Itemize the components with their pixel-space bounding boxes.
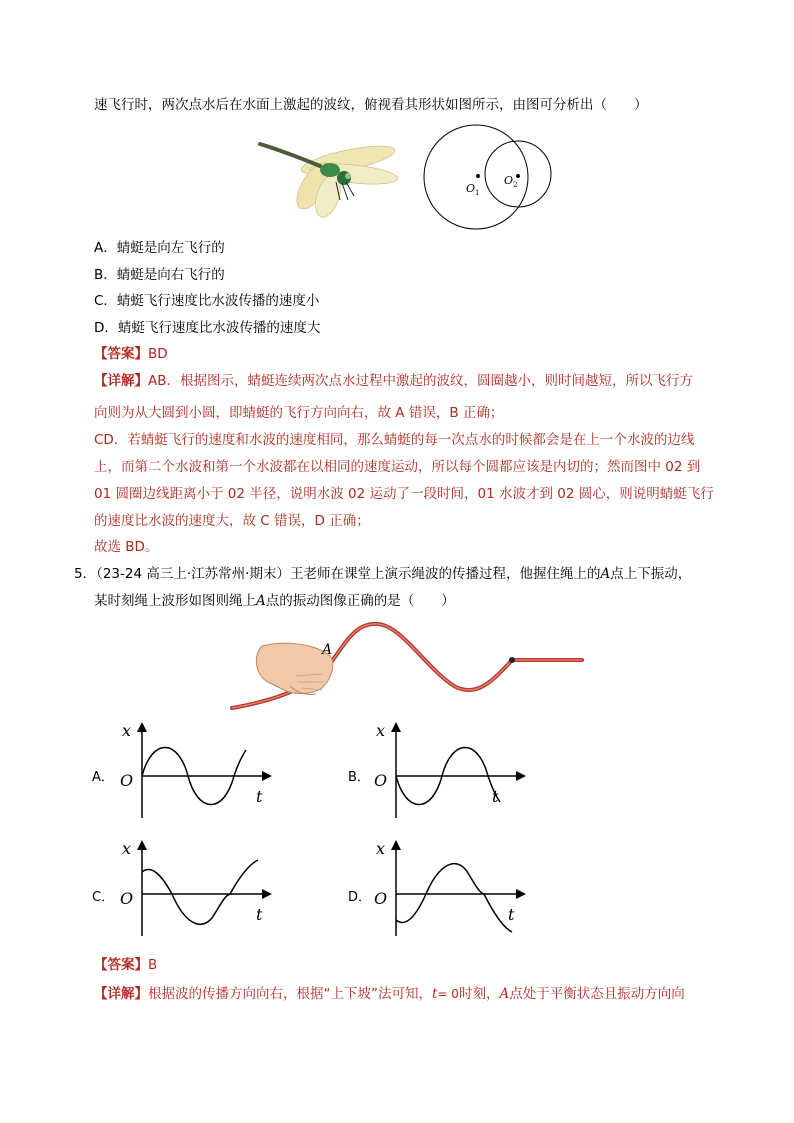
svg-text:x: x <box>122 839 132 858</box>
q4-detail-line-1: 【详解】AB．根据图示，蜻蜓连续两次点水过程中激起的波纹，圆圈越小，则时间越短，所以飞行方 <box>94 373 693 389</box>
svg-text:1: 1 <box>475 189 480 197</box>
answer-value: BD <box>148 346 168 362</box>
q4-option-b: B．蜻蜓是向右飞行的 <box>94 267 225 283</box>
rope-label-a: A <box>322 642 333 658</box>
ripple-circles-figure <box>420 122 560 234</box>
q5-option-d-label: D． <box>348 890 372 905</box>
answer-tag: 【答案】 <box>94 346 148 362</box>
q4-option-a: A．蜻蜓是向左飞行的 <box>94 240 225 256</box>
svg-text:O: O <box>374 889 388 908</box>
q5-graph-d <box>366 836 536 946</box>
svg-text:t: t <box>508 905 515 924</box>
q4-answer <box>94 344 168 364</box>
answer-tag: 【答案】 <box>94 957 148 973</box>
rope-knot <box>509 657 515 663</box>
q5-option-c-label: C． <box>92 890 115 905</box>
q5-graph-c <box>112 836 282 946</box>
q4-option-d: D．蜻蜓飞行速度比水波传播的速度大 <box>94 320 321 336</box>
dragonfly-abdomen <box>260 144 320 166</box>
svg-text:2: 2 <box>513 181 518 189</box>
q4-stem-line: 速飞行时，两次点水后在水面上激起的波纹，俯视看其形状如图所示，由图可分析出（ ） <box>94 97 648 113</box>
q5-stem-line-1: 5．（23-24 高三上·江苏常州·期末）王老师在课堂上演示绳波的传播过程，他握住绳上的A点上下振动， <box>74 566 692 582</box>
q5-option-b-label: B． <box>348 770 370 785</box>
q5-number: 5． <box>74 566 97 582</box>
curve-d <box>396 864 512 932</box>
dragonfly-thorax <box>320 163 340 177</box>
answer-value: B <box>148 957 158 973</box>
center-o2-dot <box>516 174 520 178</box>
svg-text:x: x <box>376 839 386 858</box>
curve-c <box>142 860 258 924</box>
detail-tag: 【详解】 <box>94 986 148 1002</box>
q5-graph-a <box>112 718 282 828</box>
q4-detail-line-7: 故选 BD。 <box>94 539 159 555</box>
q4-detail-line-4: 上，而第二个水波和第一个水波都在以相同的速度运动，所以每个圆都应该是内切的；然而图中 02 到 <box>94 459 701 475</box>
svg-text:t: t <box>492 787 499 806</box>
svg-text:t: t <box>256 787 263 806</box>
q5-option-a-label: A． <box>92 770 114 785</box>
svg-text:t: t <box>256 905 263 924</box>
q4-option-c: C．蜻蜓飞行速度比水波传播的速度小 <box>94 293 320 309</box>
q5-source: （23-24 高三上·江苏常州·期末） <box>96 566 290 582</box>
q4-detail-line-3: CD．若蜻蜓飞行的速度和水波的速度相同，那么蜻蜓的每一次点水的时候都会是在上一个水波的边线 <box>94 432 695 448</box>
svg-text:x: x <box>122 721 132 740</box>
svg-text:O: O <box>374 771 388 790</box>
rope-wave-figure <box>226 616 588 712</box>
q4-detail-line-6: 的速度比水波的速度大，故 C 错误，D 正确； <box>94 513 370 529</box>
q5-stem-line-2: 某时刻绳上波形如图则绳上A点的振动图像正确的是（ ） <box>94 593 455 609</box>
q5-answer <box>94 955 157 975</box>
svg-text:O: O <box>120 771 134 790</box>
dragonfly-image <box>256 138 398 222</box>
detail-tag: 【详解】 <box>94 373 148 389</box>
svg-text:O: O <box>120 889 134 908</box>
center-o1-dot <box>476 174 480 178</box>
label-o1: O <box>466 182 476 195</box>
q5-graph-b <box>366 718 536 828</box>
q4-detail-line-5: 01 圆圈边线距离小于 02 半径，说明水波 02 运动了一段时间，01 水波才到 02 圆心，则说明蜻蜓飞行 <box>94 486 714 502</box>
svg-text:x: x <box>376 721 386 740</box>
label-o2: O <box>504 174 514 187</box>
q5-detail-line-1: 【详解】根据波的传播方向向右，根据“上下坡”法可知，t= 0时刻，A点处于平衡状态且振动方向向 <box>94 986 685 1002</box>
q4-detail-line-2: 向则为从大圆到小圆，即蜻蜓的飞行方向向右，故 A 错误，B 正确； <box>94 405 504 421</box>
